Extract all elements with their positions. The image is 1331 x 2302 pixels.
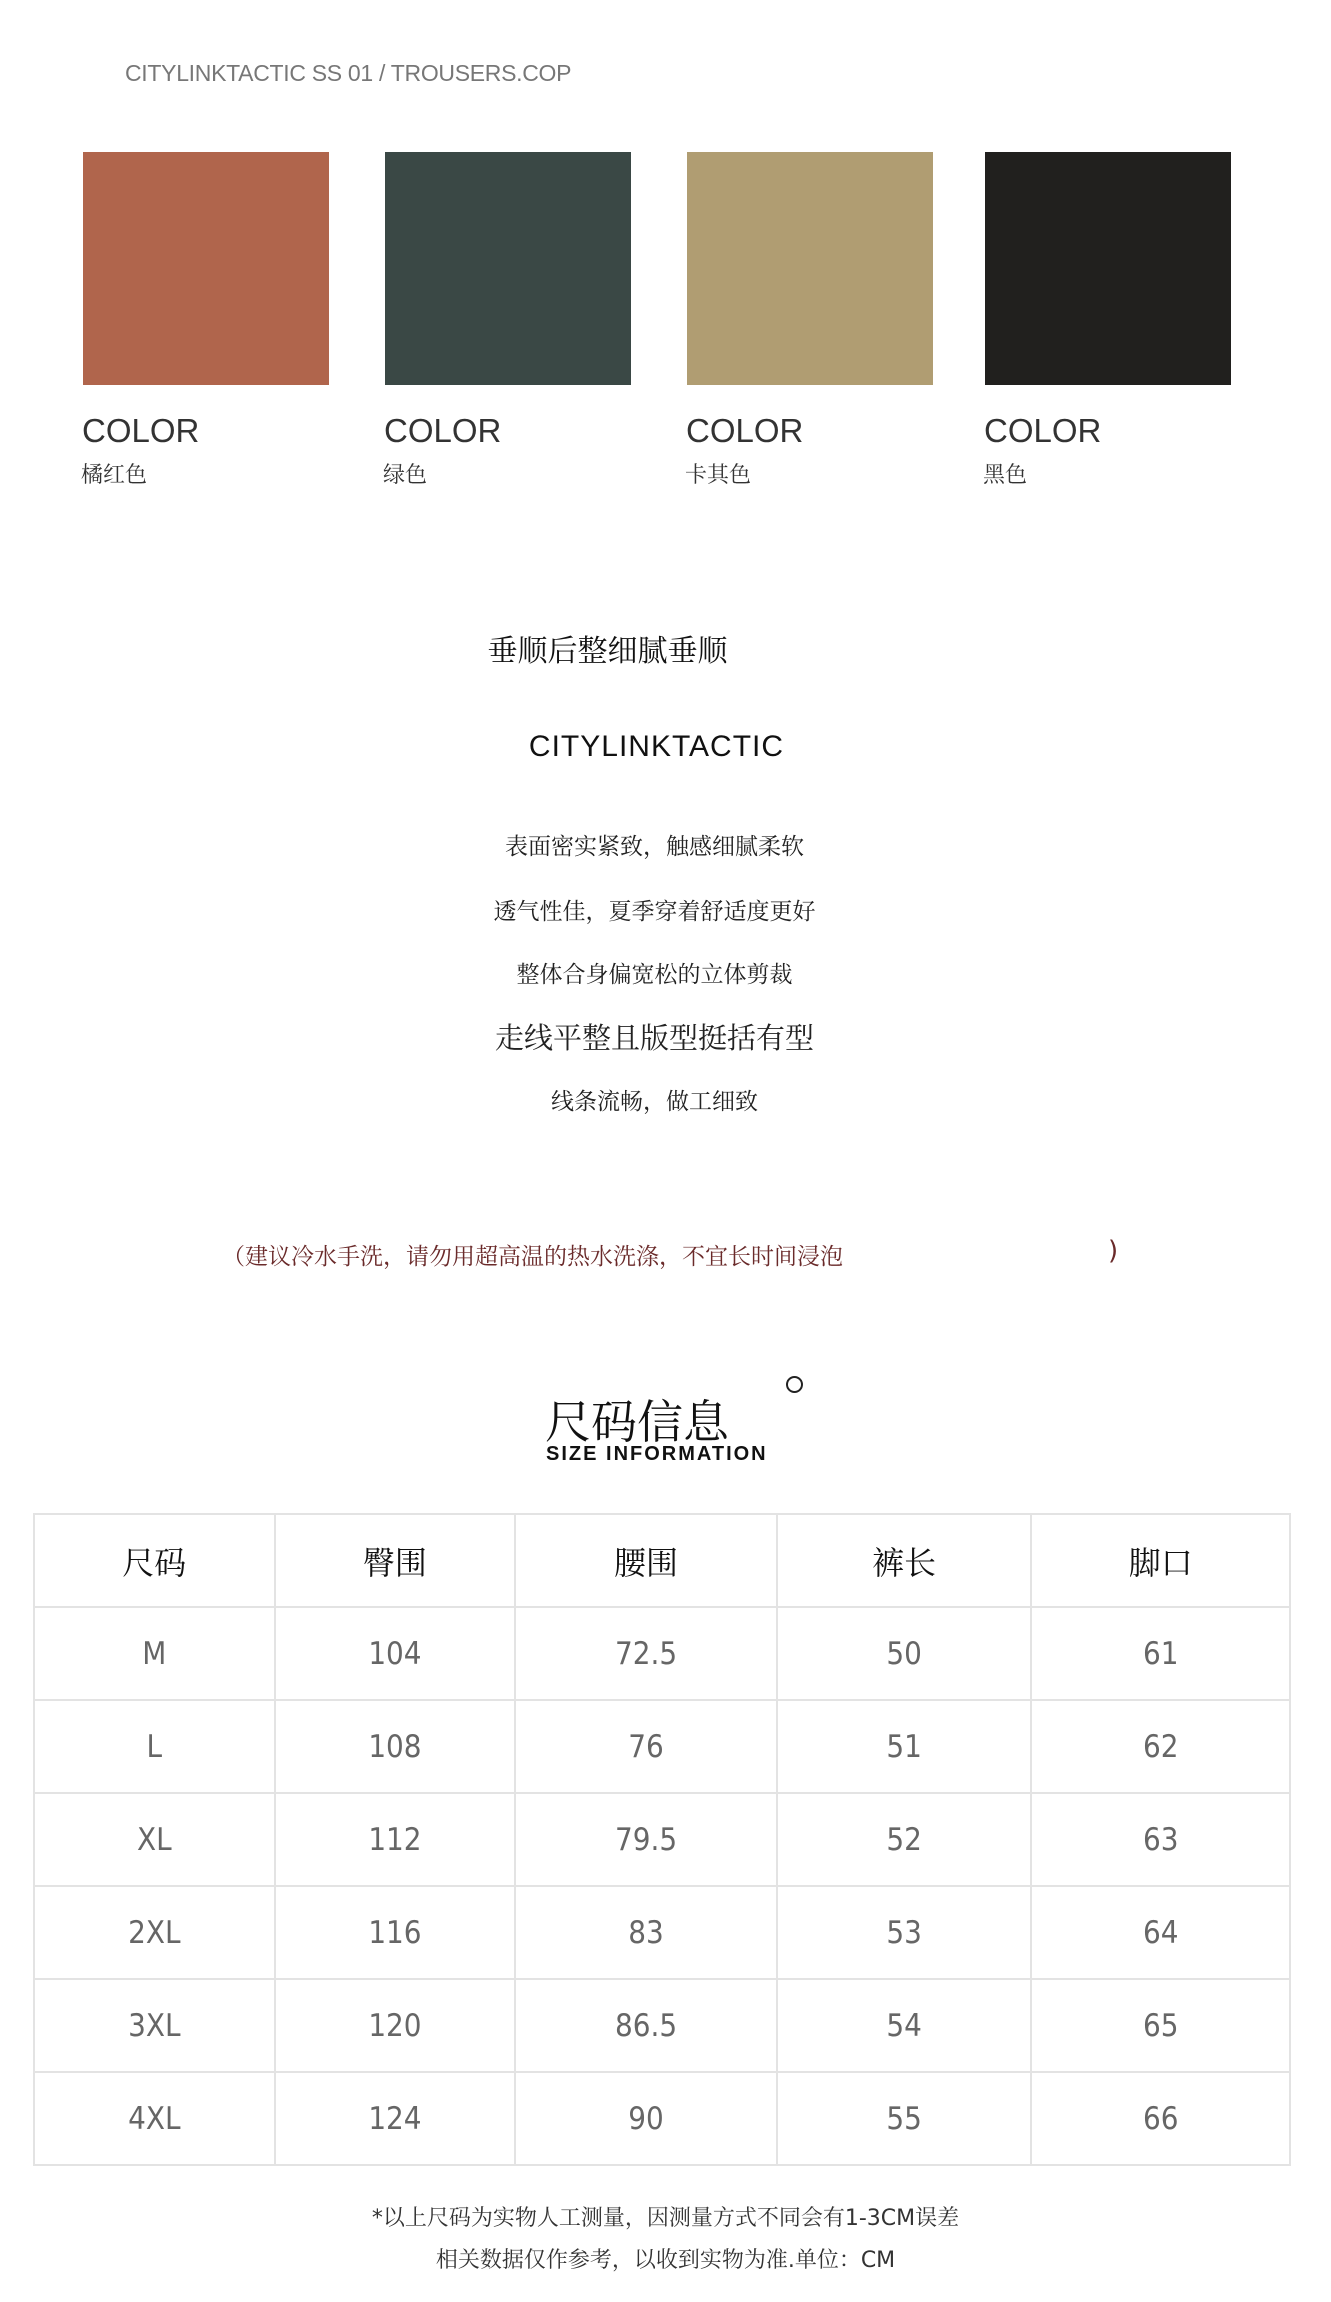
cell-waist: 90: [515, 2072, 777, 2165]
cell-size: 2XL: [34, 1886, 275, 1979]
cell-waist: 76: [515, 1700, 777, 1793]
cell-length: 53: [777, 1886, 1032, 1979]
color-name: 黑色: [983, 463, 1028, 488]
table-row: [34, 2072, 1290, 2165]
cell-hip: 104: [275, 1607, 516, 1700]
swatch-orange-red: [83, 152, 329, 385]
circle-icon: [786, 1376, 803, 1393]
cell-hip: 112: [275, 1793, 516, 1886]
color-label: COLOR: [686, 412, 804, 449]
cell-size: 4XL: [34, 2072, 275, 2165]
cell-size: 3XL: [34, 1979, 275, 2072]
cell-hip: 108: [275, 1700, 516, 1793]
cell-hip: 120: [275, 1979, 516, 2072]
size-info-title: 尺码信息: [545, 1395, 729, 1449]
cell-hem: 63: [1031, 1793, 1290, 1886]
table-row: [34, 1979, 1290, 2072]
page-title: CITYLINKTACTIC SS 01 / TROUSERS.COP: [125, 60, 572, 86]
cell-waist: 86.5: [515, 1979, 777, 2072]
cell-hip: 116: [275, 1886, 516, 1979]
care-close-paren: ): [1108, 1236, 1119, 1266]
table-row: [34, 1700, 1290, 1793]
cell-hem: 62: [1031, 1700, 1290, 1793]
intro-heading: 垂顺后整细腻垂顺: [487, 634, 728, 669]
table-header-row: [34, 1514, 1290, 1607]
cell-length: 51: [777, 1700, 1032, 1793]
cell-size: M: [34, 1607, 275, 1700]
header-waist: 腰围: [515, 1514, 777, 1607]
color-label: COLOR: [984, 412, 1102, 449]
header-hem: 脚口: [1031, 1514, 1290, 1607]
cell-waist: 72.5: [515, 1607, 777, 1700]
feature-line: 整体合身偏宽松的立体剪裁: [516, 962, 793, 988]
color-name: 橘红色: [81, 463, 148, 488]
cell-size: XL: [34, 1793, 275, 1886]
cell-waist: 83: [515, 1886, 777, 1979]
swatch-green: [385, 152, 631, 385]
feature-line: 线条流畅，做工细致: [551, 1089, 758, 1115]
cell-hem: 61: [1031, 1607, 1290, 1700]
cell-length: 52: [777, 1793, 1032, 1886]
measurement-note: *以上尺码为实物人工测量，因测量方式不同会有1-3CM误差: [371, 2206, 960, 2231]
cell-hem: 65: [1031, 1979, 1290, 2072]
table-row: [34, 1886, 1290, 1979]
cell-hip: 124: [275, 2072, 516, 2165]
color-name: 卡其色: [685, 463, 752, 488]
color-label: COLOR: [384, 412, 502, 449]
care-instructions: （建议冷水手洗，请勿用超高温的热水洗涤，不宜长时间浸泡: [222, 1244, 843, 1270]
color-label: COLOR: [82, 412, 200, 449]
cell-size: L: [34, 1700, 275, 1793]
header-length: 裤长: [777, 1514, 1032, 1607]
size-info-subtitle: SIZE INFORMATION: [546, 1443, 768, 1465]
feature-line: 走线平整且版型挺括有型: [494, 1021, 814, 1055]
cell-hem: 64: [1031, 1886, 1290, 1979]
feature-line: 表面密实紧致，触感细腻柔软: [505, 834, 804, 860]
table-row: [34, 1793, 1290, 1886]
cell-length: 50: [777, 1607, 1032, 1700]
swatch-khaki: [687, 152, 933, 385]
cell-length: 55: [777, 2072, 1032, 2165]
swatch-black: [985, 152, 1231, 385]
color-name: 绿色: [383, 463, 428, 488]
table-row: [34, 1607, 1290, 1700]
size-table: [33, 1513, 1291, 2166]
header-size: 尺码: [34, 1514, 275, 1607]
cell-length: 54: [777, 1979, 1032, 2072]
cell-waist: 79.5: [515, 1793, 777, 1886]
feature-line: 透气性佳，夏季穿着舒适度更好: [493, 899, 816, 925]
brand-name: CITYLINKTACTIC: [528, 730, 785, 763]
reference-note: 相关数据仅作参考，以收到实物为准.单位：CM: [435, 2248, 896, 2273]
cell-hem: 66: [1031, 2072, 1290, 2165]
header-hip: 臀围: [275, 1514, 516, 1607]
